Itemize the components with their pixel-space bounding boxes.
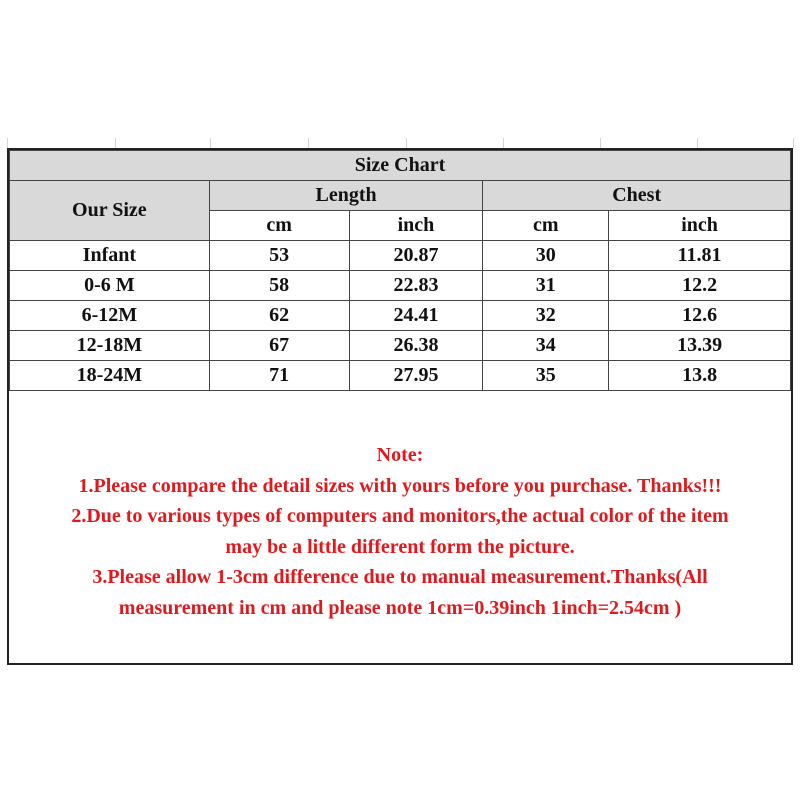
cell-length-inch: 27.95 [349,361,483,391]
table-row [10,331,791,361]
table-row [10,361,791,391]
note-line: 1.Please compare the detail sizes with yours before you purchase. Thanks!!! [78,474,722,497]
note-line: 3.Please allow 1-3cm difference due to manual measurement.Thanks(All [92,566,708,588]
size-chart-sheet [7,148,793,665]
cell-size: Infant [10,241,210,271]
note-heading: Note: [376,444,424,466]
note-line: may be a little different form the picture. [225,535,575,558]
cell-chest-inch: 12.2 [609,271,791,301]
table-title: Size Chart [10,151,791,181]
cell-size: 12-18M [10,331,210,361]
notes-block [9,440,791,623]
header-our-size: Our Size [10,181,210,241]
sheet-gridlines [0,138,800,148]
cell-chest-cm: 31 [483,271,609,301]
size-table [9,150,791,391]
cell-chest-cm: 32 [483,301,609,331]
cell-chest-inch: 13.8 [609,361,791,391]
note-line: 2.Due to various types of computers and monitors,the actual color of the item [71,505,729,527]
cell-chest-cm: 30 [483,241,609,271]
table-row [10,301,791,331]
cell-chest-inch: 13.39 [609,331,791,361]
title-row [10,151,791,181]
cell-size: 18-24M [10,361,210,391]
cell-length-cm: 58 [209,271,349,301]
header-chest-inch: inch [609,211,791,241]
cell-size: 6-12M [10,301,210,331]
cell-length-cm: 53 [209,241,349,271]
cell-chest-inch: 11.81 [609,241,791,271]
table-row [10,271,791,301]
cell-length-inch: 22.83 [349,271,483,301]
cell-chest-cm: 35 [483,361,609,391]
header-row-group [10,181,791,211]
cell-chest-cm: 34 [483,331,609,361]
header-length-cm: cm [209,211,349,241]
header-chest: Chest [483,181,791,211]
cell-length-cm: 67 [209,331,349,361]
cell-chest-inch: 12.6 [609,301,791,331]
table-row [10,241,791,271]
header-length: Length [209,181,483,211]
cell-length-cm: 71 [209,361,349,391]
cell-length-inch: 24.41 [349,301,483,331]
note-line: measurement in cm and please note 1cm=0.39inch 1inch=2.54cm ) [118,596,682,619]
cell-length-inch: 26.38 [349,331,483,361]
cell-size: 0-6 M [10,271,210,301]
header-length-inch: inch [349,211,483,241]
header-chest-cm: cm [483,211,609,241]
cell-length-cm: 62 [209,301,349,331]
cell-length-inch: 20.87 [349,241,483,271]
